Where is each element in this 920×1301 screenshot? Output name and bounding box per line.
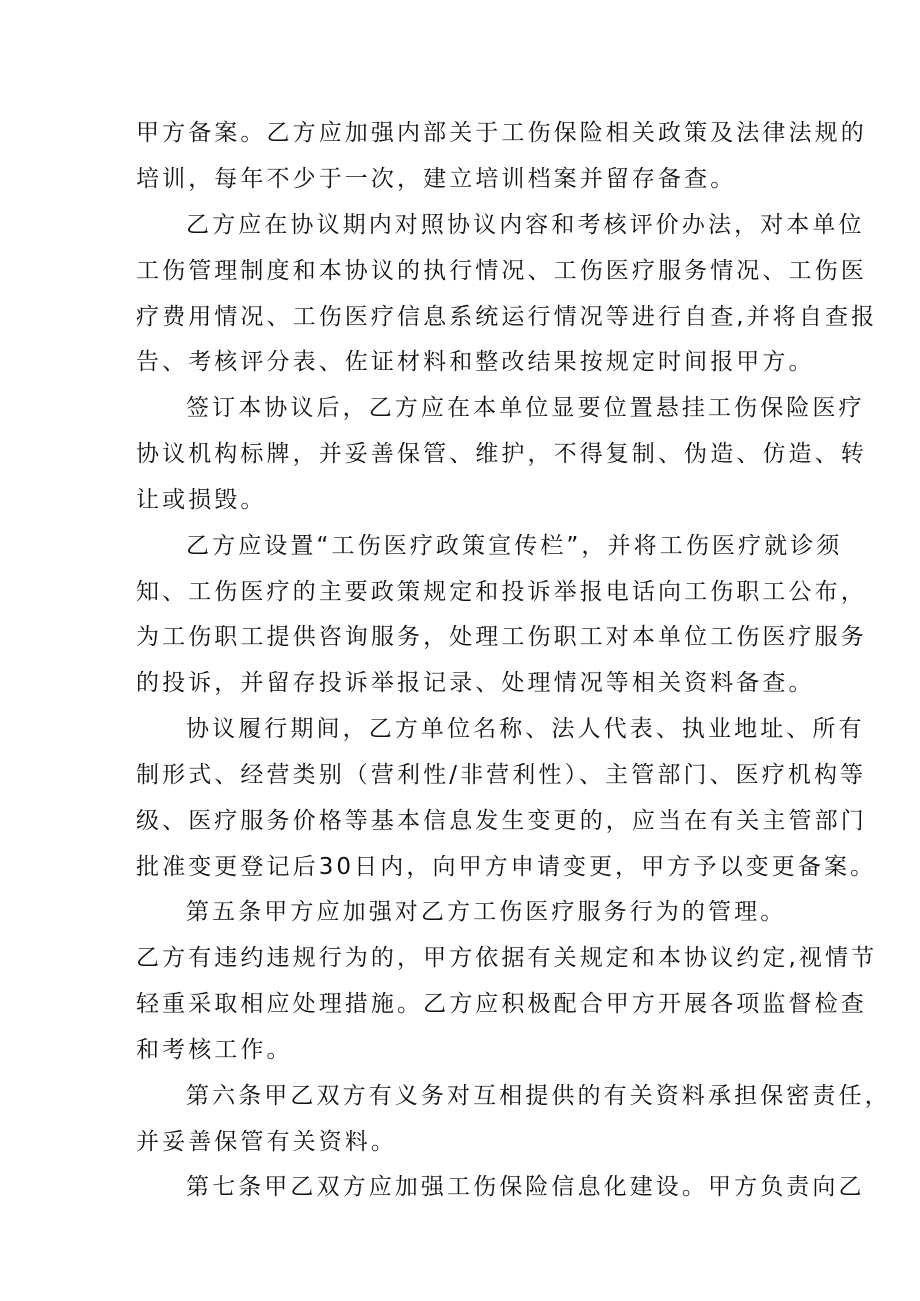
text-line: 级、医疗服务价格等基本信息发生变更的，应当在有关主管部门 bbox=[136, 808, 867, 834]
text-line: 协议机构标牌，并妥善保管、维护，不得复制、伪造、仿造、转 bbox=[136, 441, 867, 467]
text-line: 培训，每年不少于一次，建立培训档案并留存备查。 bbox=[136, 166, 737, 192]
text-line: 知、工伤医疗的主要政策规定和投诉举报电话向工伤职工公布， bbox=[136, 579, 867, 605]
article-heading-line: 第六条甲乙双方有义务对互相提供的有关资料承担保密责任， bbox=[186, 1083, 891, 1109]
text-line: 工伤管理制度和本协议的执行情况、工伤医疗服务情况、工伤医 bbox=[136, 258, 867, 284]
text-line: 为工伤职工提供咨询服务，处理工伤职工对本单位工伤医疗服务 bbox=[136, 624, 867, 650]
paragraph-start-line: 乙方应在协议期内对照协议内容和考核评价办法，对本单位 bbox=[186, 212, 865, 238]
text-line: 甲方备案。乙方应加强内部关于工伤保险相关政策及法律法规的 bbox=[136, 120, 867, 146]
text-line: 轻重采取相应处理措施。乙方应积极配合甲方开展各项监督检查 bbox=[136, 991, 867, 1017]
text-line: 疗费用情况、工伤医疗信息系统运行情况等进行自查,并将自查报 bbox=[136, 304, 878, 330]
text-line: 的投诉，并留存投诉举报记录、处理情况等相关资料备查。 bbox=[136, 670, 815, 696]
article-heading-line: 第七条甲乙双方应加强工伤保险信息化建设。甲方负责向乙 bbox=[186, 1174, 865, 1200]
article-heading-line: 第五条甲方应加强对乙方工伤医疗服务行为的管理。 bbox=[186, 899, 787, 925]
text-line: 制形式、经营类别（营利性/非营利性）、主管部门、医疗机构等 bbox=[136, 762, 867, 788]
text-line: 并妥善保管有关资料。 bbox=[136, 1129, 397, 1155]
paragraph-start-line: 签订本协议后，乙方应在本单位显要位置悬挂工伤保险医疗 bbox=[186, 395, 865, 421]
text-line: 乙方有违约违规行为的，甲方依据有关规定和本协议约定,视情节 bbox=[136, 945, 878, 971]
text-line: 批准变更登记后30日内，向甲方申请变更，甲方予以变更备案。 bbox=[136, 854, 877, 880]
text-line: 和考核工作。 bbox=[136, 1037, 293, 1063]
paragraph-start-line: 协议履行期间，乙方单位名称、法人代表、执业地址、所有 bbox=[186, 716, 865, 742]
text-line: 告、考核评分表、佐证材料和整改结果按规定时间报甲方。 bbox=[136, 349, 815, 375]
text-line: 让或损毁。 bbox=[136, 487, 267, 513]
paragraph-start-line: 乙方应设置“工伤医疗政策宣传栏”，并将工伤医疗就诊须 bbox=[186, 533, 843, 559]
